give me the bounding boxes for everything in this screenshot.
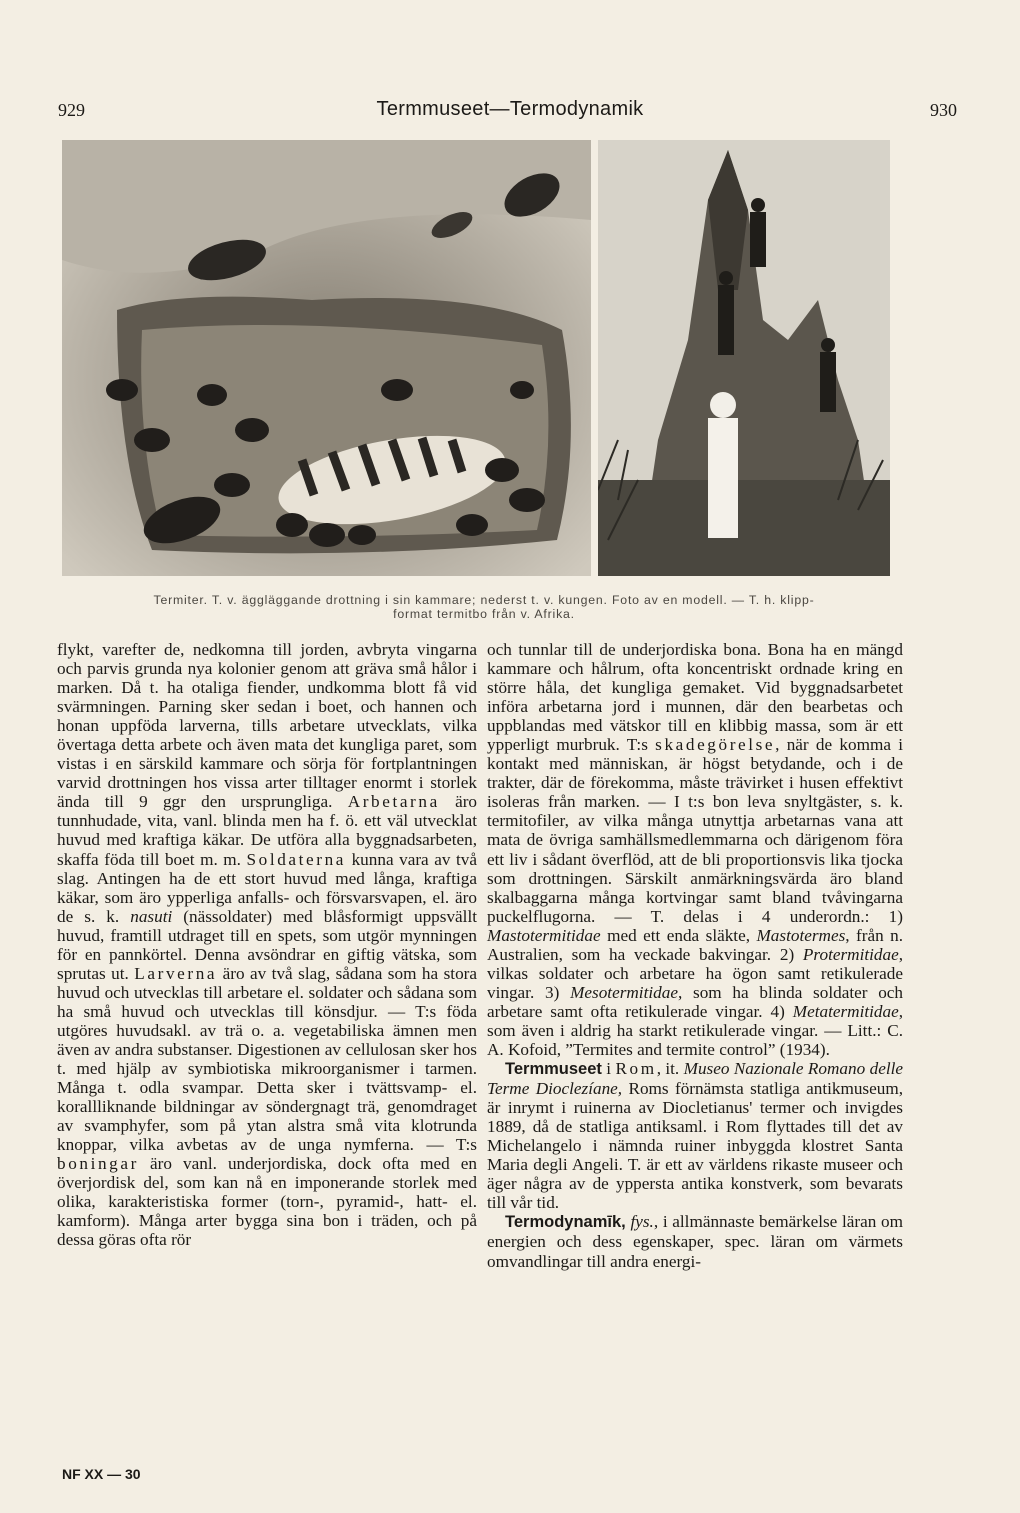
headword-termodynamik: Termodynamīk, [505,1213,626,1232]
term-larverna: Larverna [134,963,218,983]
left-column [57,640,477,1250]
headword-termmuseet: Termmuseet [505,1060,602,1079]
signature-mark: NF XX — 30 [62,1466,141,1482]
termite-mound-photo [598,140,890,576]
caption-line-1: Termiter. T. v. äggläggande drottning i sin kammare; nederst t. v. kungen. Foto av en modell. — T. h. klipp- [153,593,815,607]
caption-line-2: format termitbo från v. Afrika. [393,607,575,621]
term-skadegorelse: skadegörelse [655,735,776,755]
right-column [487,640,903,1271]
taxon-mastotermes: Mastotermes [756,925,846,945]
taxon-mastotermitidae: Mastotermitidae [487,925,601,945]
page-title: Termmuseet—Termodynamik [376,98,644,120]
page-number-left: 929 [58,100,85,120]
term-nasuti: nasuti [130,906,173,926]
term-soldaterna: Soldaterna [246,849,347,869]
label-fys: fys. [630,1212,654,1232]
term-arbetarna: Arbetarna [347,792,440,812]
taxon-metatermitidae: Metatermitidae [792,1001,899,1021]
left-column-text: flykt, varefter de, nedkomna till jorden, avbryta vingarna och parvis grunda nya kolonier genom att gräva små hålor i marken. Då t. ha otaliga fiender, undkomma blott få vid svärmningen. Parning sker sedan i boet, och hannen och honan uppföda larverna, tills arbetare utvecklats, vilka övertaga detta arbete och även mata det kungliga paret, som vistas i en särskild kammare och sörja för fortplantningen varvid drottningen hos vissa arter tilltager enormt i storlek ända till 9 ggr den ursprungliga. Arbetarna äro tunnhudade, vita, vanl. blinda men ha f. ö. ett väl utvecklat huvud med kraftiga käkar. De utföra alla byggnadsarbeten, skaffa föda till boet m. m. Soldaterna kunna vara av två slag. Antingen ha de ett stort huvud med långa, kraftiga käkar, som äro ypperliga anfalls- och försvarsvapen, el. äro de s. k. nasuti (nässoldater) med blåsformigt uppsvällt huvud, framtill utdraget till en spets, som utgör mynningen för en pannkörtel. Denna avsöndrar en giftig vätska, som sprutas ut. Larverna äro av två slag, sådana som ha stora huvud och utvecklas till arbetare el. soldater och sådana som ha små huvud och utvecklas till könsdjur. — T:s föda utgöres huvudsakl. av trä o. a. vegetabiliska ämnen men även av andra substanser. Digestionen av cellulosan sker hos t. med hjälp av symbiotiska mikroorganismer i tarmen. Många t. odla svampar. Detta sker i tvättsvamp- el. korallliknande bildningar av söndergnagt trä, genomdraget av svamphyfer, som på ytan alstra små vita klotrunda knoppar, vilka avbetas av de unga nymferna. — T:s boningar äro vanl. underjordiska, dock ofta med en överjordisk del, som kan nå en imponerande storlek med olika, karakteristiska former (torn-, pyramid-, hatt- el. kamform). Många arter bygga sina bon i träden, och på dessa göras ofta rör [57,640,478,1250]
right-column-text-termiter: och tunnlar till de underjordiska bona. Bona ha en mängd kammare och hålrum, ofta koncentriskt ordnade kring en större håla, det kungliga gemaket. Vid byggnadsarbetet införa arbetarna jord i munnen, där den bearbetas och uppblandas med vätskor till en klibbig massa, som är ett ypperligt murbruk. T:s skadegörelse, när de komma i kontakt med människan, är högst betydande, och i de trakter, där de förekomma, måste trävirket i husen effektivt isoleras från marken. — I t:s bon leva snyltgäster, s. k. termitofiler, av vilka många utnyttja arbetarnas vana att mata de övriga samhällsmedlemmarna och därigenom föra ett liv i sådant överflöd, att de bli proportionsvis lika tjocka som drottningen. Särskilt anmärkningsvärda äro bland skalbaggarna många kortvingar samt bland tvåvingarna puckelflugorna. — T. delas i 4 underordn.: 1) Mastotermitidae med ett enda släkte, Mastotermes, från n. Australien, som ha veckade bakvingar. 2) Protermitidae, vilkas soldater och arbetare ha ögon samt retikulerade vingar. 3) Mesotermitidae, som ha blinda soldater och arbetare samt ofta retikulerade vingar. 4) Metatermitidae, som även i aldrig ha starkt retikulerade vingar. — Litt.: C. A. Kofoid, ”Termites and termite control” (1934). [487,640,904,1059]
museum-name: Museo Nazionale Romano delle Terme Dioclezíane, [487,1059,903,1099]
termite-queen-photo [62,140,591,576]
taxon-mesotermitidae: Mesotermitidae [570,982,678,1002]
figure-caption [58,593,910,621]
term-boningar: boningar [57,1154,139,1174]
entry-termmuseet: Termmuseet i Rom, it. Museo Nazionale Romano delle Terme Dioclezíane, Roms förnämsta statliga antikmuseum, är inrymt i ruinerna av Diocletianus' termer och invigdes 1889, då de statliga antiksaml. i Rom flyttades till det av Michelangelo i nämnda ruiner inbyggda klostret Santa Maria degli Angeli. T. är ett av världens rikaste museer och äger några av de yppersta antika konstverk, som bevarats till vår tid. [487,1059,903,1213]
term-rom: Rom [615,1059,657,1079]
entry-termodynamik: Termodynamīk, fys., i allmännaste bemärkelse läran om energien och dess egenskaper, spec. läran om värmets omvandlingar till andra energi- [487,1212,904,1271]
page-number-right: 930 [930,100,957,120]
taxon-protermitidae: Protermitidae [802,944,899,964]
